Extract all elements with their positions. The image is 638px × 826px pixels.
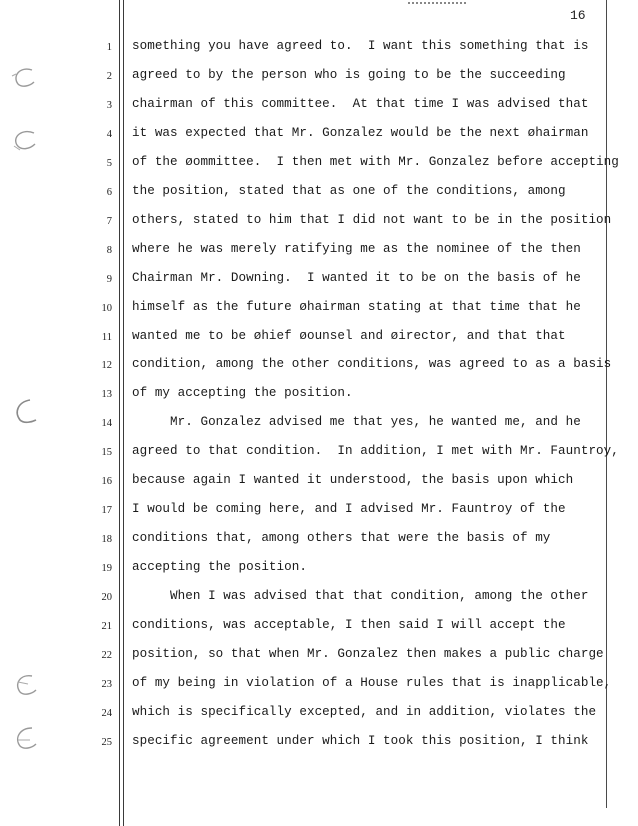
left-margin-rule-inner [123,0,124,826]
transcript-line: I would be coming here, and I advised Mr. Fauntroy of the [132,502,566,517]
transcript-line: of my accepting the position. [132,386,353,401]
line-number: 10 [101,302,112,314]
line-number: 25 [101,736,112,748]
line-number: 11 [101,331,112,343]
transcript-line: which is specifically excepted, and in addition, violates the [132,704,597,719]
transcript-line: where he was merely ratifying me as the nominee of the then [132,241,581,256]
transcript-line: of my being in violation of a House rules that is inapplicable, [132,675,612,690]
transcript-line: accepting the position. [132,560,307,575]
transcript-line: conditions that, among others that were the basis of my [132,531,551,546]
punch-hole-mark [8,62,44,98]
line-number: 14 [101,418,112,430]
transcript-line: himself as the future øhairman stating at that time that he [132,299,581,314]
line-number: 4 [106,128,112,140]
transcript-line: others, stated to him that I did not want to be in the position [132,212,612,227]
line-number: 24 [101,707,112,719]
transcript-line: position, so that when Mr. Gonzalez then makes a public charge [132,646,604,661]
transcript-line: Mr. Gonzalez advised me that yes, he wanted me, and he [132,415,581,430]
transcript-line: because again I wanted it understood, the basis upon which [132,473,574,488]
line-number: 2 [106,70,112,82]
transcript-line: wanted me to be øhief øounsel and øirector, and that that [132,328,566,343]
line-number: 17 [101,505,112,517]
line-number: 8 [106,244,112,256]
line-number: 18 [101,534,112,546]
transcript-line: Chairman Mr. Downing. I wanted it to be on the basis of he [132,270,581,285]
line-number: 1 [106,42,112,53]
line-number: 20 [101,592,112,604]
top-edge-mark [408,0,466,4]
line-number: 12 [101,360,112,372]
transcript-line: something you have agreed to. I want this something that is [132,39,589,53]
line-number: 7 [106,215,112,227]
line-number: 3 [106,99,112,111]
transcript-line: chairman of this committee. At that time I was advised that [132,96,589,111]
transcript-line: of the øommittee. I then met with Mr. Gonzalez before accepting [132,154,619,169]
transcript-line: it was expected that Mr. Gonzalez would be the next øhairman [132,125,589,140]
transcript-line: When I was advised that that condition, among the other [132,589,589,604]
line-number: 13 [101,389,112,401]
line-number: 23 [101,678,112,690]
left-margin-rule [119,0,120,826]
line-number: 6 [106,186,112,198]
line-number: 5 [106,157,112,169]
transcript-line: conditions, was acceptable, I then said I will accept the [132,618,566,632]
transcript-line: condition, among the other conditions, was agreed to as a basis [132,357,612,372]
line-number: 19 [101,563,112,575]
transcript-line: specific agreement under which I took this position, I think [132,733,589,748]
transcript-line: agreed to by the person who is going to be the succeeding [132,67,566,82]
transcript-line: agreed to that condition. In addition, I met with Mr. Fauntroy, [132,444,619,459]
transcript-line: the position, stated that as one of the conditions, among [132,183,566,198]
line-number: 21 [101,621,112,632]
line-number: 9 [106,273,112,285]
page-number: 16 [570,8,586,23]
punch-hole-mark [8,722,44,758]
punch-hole-mark [8,668,44,704]
punch-hole-mark [8,124,44,160]
line-number: 16 [101,476,112,488]
punch-hole-mark [8,394,44,430]
line-number: 15 [101,447,112,459]
line-number: 22 [101,649,112,661]
